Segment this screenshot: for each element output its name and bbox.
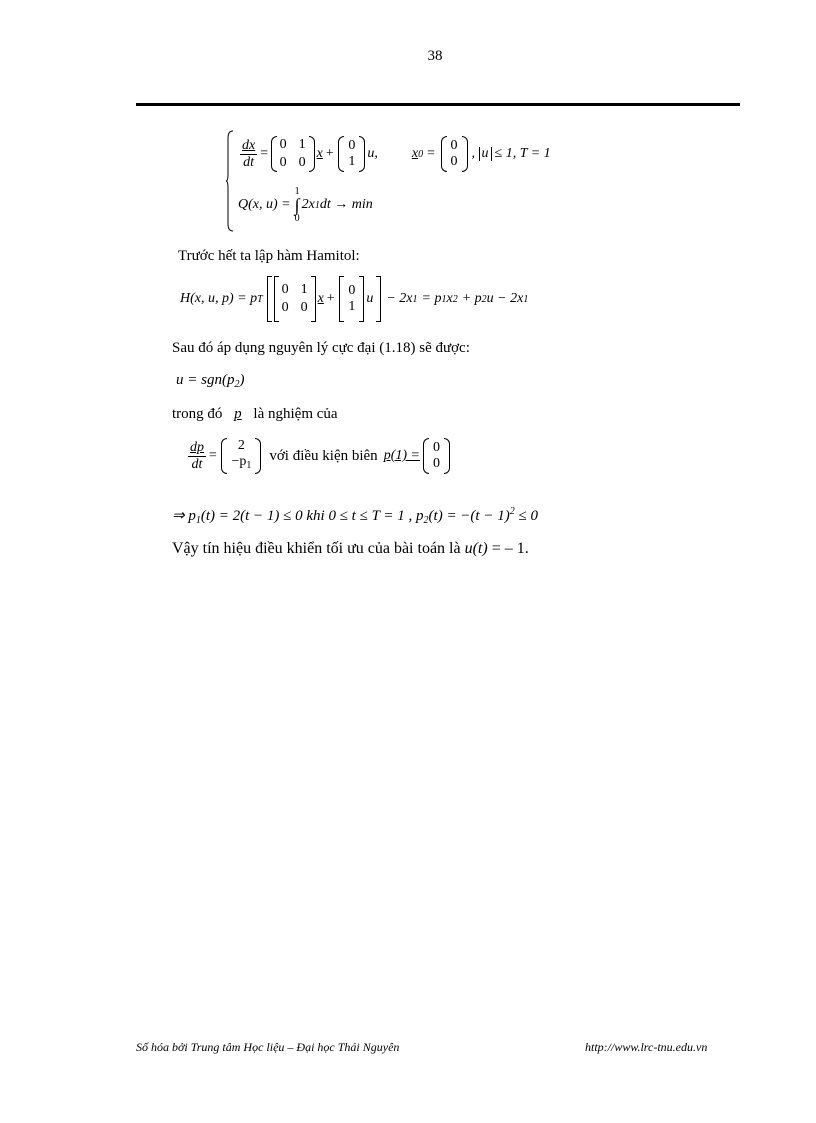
bracket: 0 1 0 0 x + 0 1 u bbox=[267, 276, 382, 322]
conclusion: Vậy tín hiệu điều khiển tối ưu của bài toán là u(t) = – 1. bbox=[172, 540, 529, 557]
state-equation: $\frac{dx}{dt}$ = 0 1 0 0 x + 0 1 u, x 0 = 0 0 , u ≤ 1, T = 1 bbox=[242, 137, 551, 170]
costate-equation: $\frac{dp}{dt}$ = 2 $-p_1$ với điều kiện biên p(1) = 0 0 bbox=[186, 438, 452, 474]
state-x: x bbox=[316, 146, 323, 161]
constraints: ≤ 1, T = 1 bbox=[494, 146, 551, 161]
integral-sign: 1 ∫ 0 bbox=[294, 186, 300, 224]
vector-B: 0 1 bbox=[338, 136, 365, 172]
equals: = bbox=[259, 146, 269, 161]
costate-intro: trong đó p là nghiệm của bbox=[172, 406, 338, 422]
footer-url[interactable]: http://www.lrc-tnu.edu.vn bbox=[585, 1040, 708, 1054]
derivative-fraction bbox=[240, 138, 257, 171]
dx: dx bbox=[242, 137, 256, 153]
problem-system bbox=[226, 130, 626, 240]
control-u: u, bbox=[367, 146, 378, 161]
boundary-text: với điều kiện biên bbox=[269, 447, 378, 464]
H-lhs: H(x, u, p) = p bbox=[180, 291, 258, 306]
header-rule bbox=[136, 103, 740, 106]
system-brace bbox=[226, 130, 234, 232]
Q-lhs: Q(x, u) = bbox=[238, 197, 291, 212]
Q-rest: dt → min bbox=[319, 197, 373, 212]
costate-p: p bbox=[234, 406, 242, 422]
dt: dt bbox=[243, 154, 255, 170]
u-abs: u bbox=[479, 147, 492, 161]
hamilton-intro: Trước hết ta lập hàm Hamitol: bbox=[178, 248, 360, 264]
x0-vector: 0 0 bbox=[441, 136, 468, 172]
hamiltonian-equation: H(x, u, p) = p T 0 1 0 0 x + 0 1 u − 2x 1 = p 1 x 2 + p 2 u − 2x 1 bbox=[180, 276, 528, 322]
max-principle-text: Sau đó áp dụng nguyên lý cực đại (1.18) sẽ được: bbox=[172, 340, 470, 356]
costate-solution: ⇒ $p_1(t) = 2(t - 1) \le 0$ khi 0 ≤ t ≤ T = 1 , $p_2(t) = -(t - 1)^2 \le 0$ bbox=[172, 506, 538, 526]
footer-credit: Số hóa bởi Trung tâm Học liệu – Đại học Thái Nguyên bbox=[136, 1040, 400, 1054]
cost-functional: Q(x, u) = 1 ∫ 0 2x 1 dt → min bbox=[238, 186, 373, 224]
page-number: 38 bbox=[427, 48, 443, 64]
sgn-law: $u = sgn(p_2)$ bbox=[176, 372, 245, 390]
matrix-A: 0 1 0 0 bbox=[271, 136, 315, 172]
x0-label: x bbox=[411, 146, 419, 161]
